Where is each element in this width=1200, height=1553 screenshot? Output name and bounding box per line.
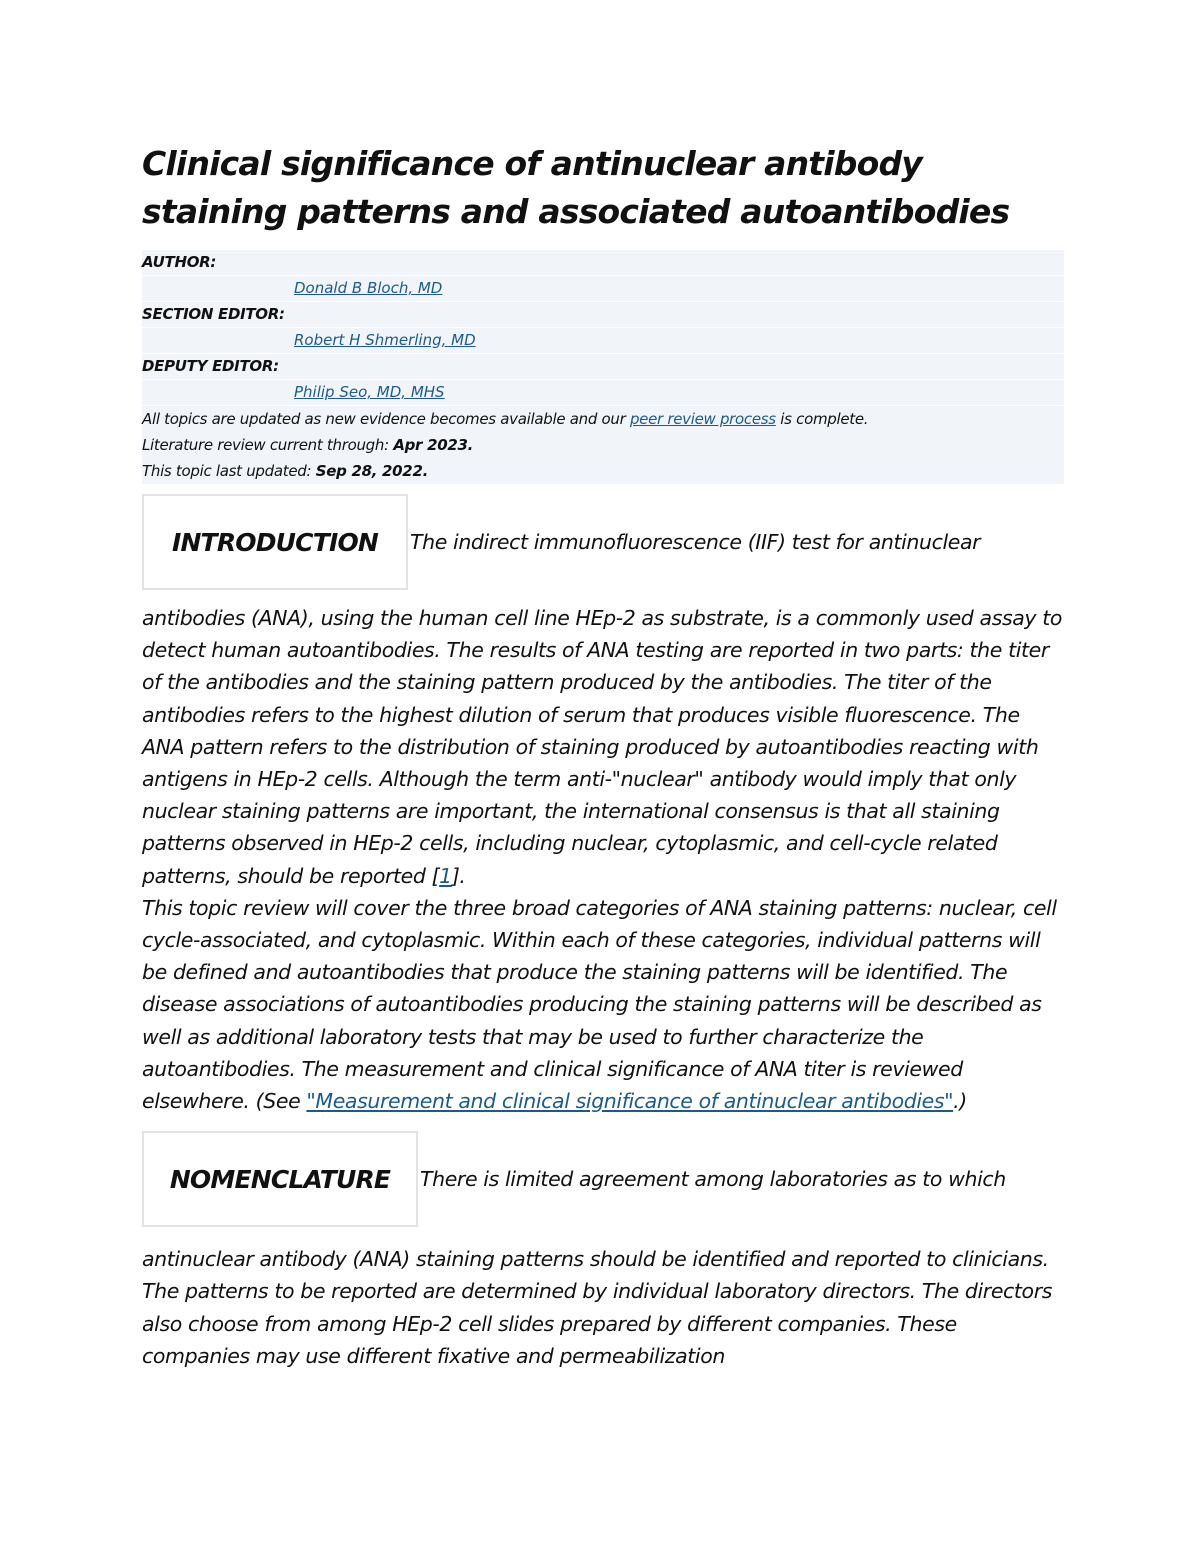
introduction-body [142, 602, 1064, 1117]
literature-review-label: Literature review current through: [142, 436, 394, 454]
introduction-lead: The indirect immunofluorescence (IIF) test for antinuclear [410, 530, 981, 554]
last-updated-note [142, 458, 1064, 484]
update-note-text: All topics are updated as new evidence becomes available and our [142, 410, 630, 428]
introduction-paragraph-2 [142, 892, 1064, 1117]
deputy-editor-label-row [142, 354, 1064, 380]
author-label-row [142, 250, 1064, 276]
nomenclature-body [142, 1243, 1064, 1372]
document-page [142, 140, 1064, 1372]
author-value-row [142, 276, 1064, 302]
introduction-header [142, 494, 1064, 604]
topic-metadata [142, 250, 1064, 484]
author-label: AUTHOR: [142, 253, 217, 271]
reference-1-link[interactable]: 1 [439, 863, 452, 888]
section-editor-value-row [142, 328, 1064, 354]
last-updated-label: This topic last updated: [142, 462, 316, 480]
section-editor-label-row [142, 302, 1064, 328]
nomenclature-heading: NOMENCLATURE [142, 1131, 418, 1227]
literature-review-note [142, 432, 1064, 458]
introduction-paragraph-1-text: antibodies (ANA), using the human cell line HEp-2 as substrate, is a commonly used assay to detect human autoantibodies. The results of ANA testing are reported in two parts: the titer of the antibodies and the staining pattern produced by the antibodies. The titer of the antibodies refers to the highest dilution of serum that produces visible fluorescence. The ANA pattern refers to the distribution of staining produced by autoantibodies reacting with antigens in HEp-2 cells. Although the term anti-"nuclear" antibody would imply that only nuclear staining patterns are important, the international consensus is that all staining patterns observed in HEp-2 cells, including nuclear, cytoplasmic, and cell-cycle related patterns, should be reported [ [142, 606, 1063, 888]
update-note [142, 406, 1064, 432]
section-editor-link[interactable]: Robert H Shmerling, MD [294, 331, 476, 349]
introduction-paragraph-1 [142, 602, 1064, 892]
update-note-text-end: is complete. [775, 410, 869, 428]
introduction-paragraph-2-text: This topic review will cover the three broad categories of ANA staining patterns: nuclear, cell cycle-associated, and cytoplasmic. Within each of these categories, individual patterns will be defined and autoantibodies that produce the staining patterns will be identified. The disease associations of autoantibodies producing the staining patterns will be described as well as additional laboratory tests that may be used to further characterize the autoantibodies. The measurement and clinical significance of ANA titer is reviewed elsewhere. (See [142, 895, 1057, 1114]
introduction-paragraph-2-end: .) [953, 1089, 967, 1114]
deputy-editor-label: DEPUTY EDITOR: [142, 357, 279, 375]
deputy-editor-link[interactable]: Philip Seo, MD, MHS [294, 383, 445, 401]
peer-review-link[interactable]: peer review process [629, 410, 776, 428]
last-updated-date: Sep 28, 2022. [315, 462, 428, 480]
section-editor-label: SECTION EDITOR: [142, 305, 285, 323]
ana-measurement-topic-link[interactable]: "Measurement and clinical significance of antinuclear antibodies" [306, 1089, 954, 1114]
introduction-paragraph-1-end: ]. [451, 863, 466, 888]
nomenclature-paragraph-1: antinuclear antibody (ANA) staining patterns should be identified and reported to clinicians. The patterns to be reported are determined by individual laboratory directors. The directors also choose from among HEp-2 cell slides prepared by different companies. These companies may use different fixative and permeabilization [142, 1247, 1053, 1368]
literature-review-date: Apr 2023. [393, 436, 474, 454]
nomenclature-header [142, 1131, 1064, 1241]
deputy-editor-value-row [142, 380, 1064, 406]
nomenclature-lead: There is limited agreement among laboratories as to which [420, 1167, 1006, 1192]
introduction-heading: INTRODUCTION [142, 494, 408, 590]
author-link[interactable]: Donald B Bloch, MD [294, 279, 443, 297]
document-title: Clinical significance of antinuclear antibody staining patterns and associated autoantibodies [142, 144, 1010, 231]
